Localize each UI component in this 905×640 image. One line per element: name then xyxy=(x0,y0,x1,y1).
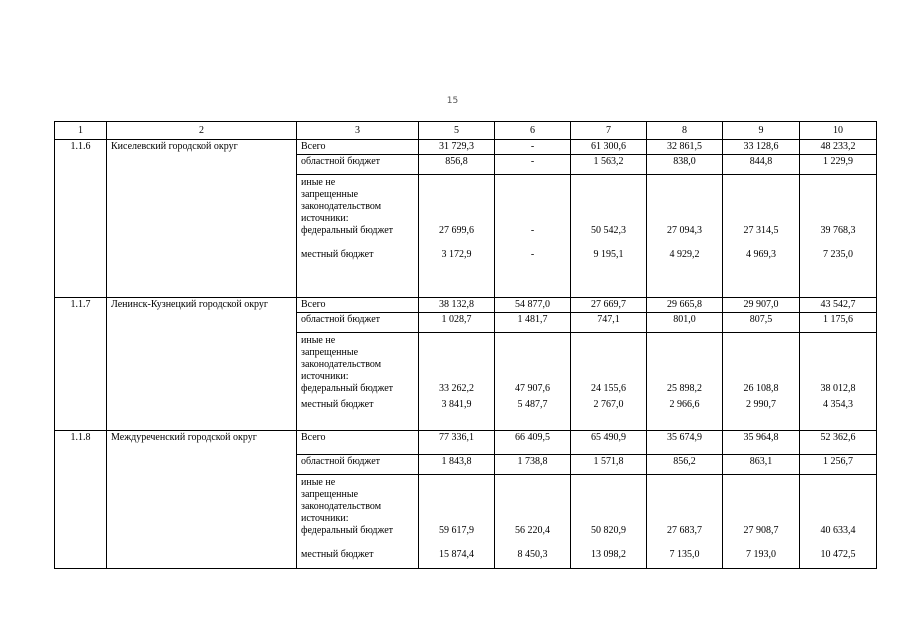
local-value: 2 767,0 xyxy=(593,399,624,410)
value-cell: 1 843,8 xyxy=(419,455,495,475)
federal-value: 50 542,3 xyxy=(591,225,626,236)
spacer xyxy=(499,177,566,225)
spacer xyxy=(804,537,872,549)
spacer xyxy=(575,177,642,225)
spacer xyxy=(804,237,872,249)
spacer xyxy=(575,477,642,525)
spacer xyxy=(301,537,414,549)
spacer xyxy=(301,237,414,249)
value-cell: 863,1 xyxy=(723,455,800,475)
local-budget-label: местный бюджет xyxy=(301,249,374,260)
federal-budget-label: федеральный бюджет xyxy=(301,383,394,394)
column-header: 7 xyxy=(571,122,647,140)
spacer xyxy=(575,537,642,549)
value-cell: 35 964,8 xyxy=(723,431,800,455)
federal-budget-label: федеральный бюджет xyxy=(301,525,394,536)
other-sources-line: законодательством xyxy=(301,359,382,370)
sources-value-cell xyxy=(419,175,495,298)
value-cell: 747,1 xyxy=(571,313,647,333)
column-header: 6 xyxy=(495,122,571,140)
local-value: 13 098,2 xyxy=(591,549,626,560)
local-value: 4 354,3 xyxy=(823,399,853,410)
value-cell: 1 175,6 xyxy=(800,313,877,333)
sources-label-cell xyxy=(297,475,419,569)
column-header: 1 xyxy=(55,122,107,140)
value-cell: 1 028,7 xyxy=(419,313,495,333)
value-cell: 801,0 xyxy=(647,313,723,333)
local-value: 15 874,4 xyxy=(439,549,474,560)
value-cell: 807,5 xyxy=(723,313,800,333)
table-row xyxy=(55,140,877,155)
row-label: областной бюджет xyxy=(297,455,419,475)
local-value: 3 172,9 xyxy=(441,249,472,260)
value-cell: - xyxy=(495,155,571,175)
local-value: 7 235,0 xyxy=(823,249,853,260)
sources-value-cell xyxy=(800,175,877,298)
other-sources-line: запрещенные xyxy=(301,189,359,200)
local-value: 4 929,2 xyxy=(669,249,700,260)
local-value: 2 966,6 xyxy=(669,399,700,410)
spacer xyxy=(804,177,872,225)
local-value: 8 450,3 xyxy=(517,549,548,560)
other-sources-line: источники: xyxy=(301,513,349,524)
sources-value-cell xyxy=(723,175,800,298)
item-code: 1.1.7 xyxy=(55,298,107,431)
sources-value-cell xyxy=(495,475,571,569)
spacer xyxy=(804,477,872,525)
value-cell: 43 542,7 xyxy=(800,298,877,313)
spacer xyxy=(423,537,490,549)
sources-value-cell xyxy=(419,333,495,431)
federal-value: 26 108,8 xyxy=(743,383,779,394)
other-sources-line: иные не xyxy=(301,335,336,346)
local-value: 7 135,0 xyxy=(669,549,700,560)
sources-value-cell xyxy=(800,333,877,431)
spacer xyxy=(651,477,718,525)
item-name: Междуреченский городской округ xyxy=(107,431,297,569)
row-label: Всего xyxy=(297,140,419,155)
local-budget-label: местный бюджет xyxy=(301,399,374,410)
value-cell: 29 665,8 xyxy=(647,298,723,313)
other-sources-line: иные не xyxy=(301,177,336,188)
column-header: 9 xyxy=(723,122,800,140)
value-cell: 1 481,7 xyxy=(495,313,571,333)
value-cell: 65 490,9 xyxy=(571,431,647,455)
local-value: 3 841,9 xyxy=(441,399,472,410)
budget-table xyxy=(54,121,877,569)
sources-value-cell xyxy=(800,475,877,569)
federal-value: 24 155,6 xyxy=(591,383,626,394)
sources-label-cell xyxy=(297,333,419,431)
spacer xyxy=(727,237,795,249)
sources-value-cell xyxy=(647,333,723,431)
column-header: 5 xyxy=(419,122,495,140)
column-header: 8 xyxy=(647,122,723,140)
row-label: Всего xyxy=(297,431,419,455)
row-label: Всего xyxy=(297,298,419,313)
sources-value-cell xyxy=(419,475,495,569)
other-sources-line: законодательством xyxy=(301,501,382,512)
sources-value-cell xyxy=(571,475,647,569)
column-header: 2 xyxy=(107,122,297,140)
table-row xyxy=(55,298,877,313)
federal-value: 40 633,4 xyxy=(820,525,856,536)
federal-value: 59 617,9 xyxy=(439,525,474,536)
spacer xyxy=(651,177,718,225)
local-value: 7 193,0 xyxy=(746,549,776,560)
value-cell: 1 229,9 xyxy=(800,155,877,175)
value-cell: 1 571,8 xyxy=(571,455,647,475)
federal-value: 27 683,7 xyxy=(667,525,702,536)
other-sources-line: источники: xyxy=(301,371,349,382)
value-cell: 77 336,1 xyxy=(419,431,495,455)
value-cell: 1 738,8 xyxy=(495,455,571,475)
federal-value: 27 094,3 xyxy=(667,225,702,236)
sources-value-cell xyxy=(647,175,723,298)
sources-value-cell xyxy=(571,175,647,298)
federal-value: 25 898,2 xyxy=(667,383,702,394)
federal-value: - xyxy=(530,225,535,236)
local-value: 4 969,3 xyxy=(746,249,776,260)
value-cell: 61 300,6 xyxy=(571,140,647,155)
value-cell: 32 861,5 xyxy=(647,140,723,155)
row-label: областной бюджет xyxy=(297,155,419,175)
value-cell: 1 256,7 xyxy=(800,455,877,475)
other-sources-line: запрещенные xyxy=(301,489,359,500)
spacer xyxy=(575,237,642,249)
other-sources-line: запрещенные xyxy=(301,347,359,358)
value-cell: 52 362,6 xyxy=(800,431,877,455)
spacer xyxy=(423,237,490,249)
sources-value-cell xyxy=(495,175,571,298)
spacer xyxy=(423,335,490,383)
sources-value-cell xyxy=(495,333,571,431)
value-cell: 33 128,6 xyxy=(723,140,800,155)
value-cell: 838,0 xyxy=(647,155,723,175)
value-cell: 844,8 xyxy=(723,155,800,175)
value-cell: 38 132,8 xyxy=(419,298,495,313)
value-cell: 29 907,0 xyxy=(723,298,800,313)
spacer xyxy=(727,177,795,225)
spacer xyxy=(499,237,566,249)
spacer xyxy=(575,335,642,383)
value-cell: 856,8 xyxy=(419,155,495,175)
federal-value: 56 220,4 xyxy=(515,525,550,536)
federal-value: 27 314,5 xyxy=(743,225,779,236)
local-value: 5 487,7 xyxy=(517,399,548,410)
federal-value: 33 262,2 xyxy=(439,383,474,394)
federal-value: 27 908,7 xyxy=(743,525,779,536)
spacer xyxy=(727,537,795,549)
column-header: 10 xyxy=(800,122,877,140)
row-label: областной бюджет xyxy=(297,313,419,333)
value-cell: 856,2 xyxy=(647,455,723,475)
other-sources-line: законодательством xyxy=(301,201,382,212)
spacer xyxy=(651,537,718,549)
value-cell: 54 877,0 xyxy=(495,298,571,313)
federal-value: 38 012,8 xyxy=(820,383,856,394)
column-header: 3 xyxy=(297,122,419,140)
federal-value: 39 768,3 xyxy=(820,225,856,236)
item-code: 1.1.6 xyxy=(55,140,107,298)
spacer xyxy=(651,335,718,383)
spacer xyxy=(727,477,795,525)
page-number: 15 xyxy=(446,96,459,106)
federal-value: 50 820,9 xyxy=(591,525,626,536)
federal-budget-label: федеральный бюджет xyxy=(301,225,394,236)
spacer xyxy=(499,335,566,383)
value-cell: 35 674,9 xyxy=(647,431,723,455)
value-cell: 1 563,2 xyxy=(571,155,647,175)
federal-value: 47 907,6 xyxy=(515,383,550,394)
sources-value-cell xyxy=(723,475,800,569)
spacer xyxy=(499,477,566,525)
other-sources-line: источники: xyxy=(301,213,349,224)
table-row xyxy=(55,431,877,455)
local-value: - xyxy=(530,249,535,260)
local-value: 2 990,7 xyxy=(746,399,776,410)
item-code: 1.1.8 xyxy=(55,431,107,569)
other-sources-line: иные не xyxy=(301,477,336,488)
spacer xyxy=(423,177,490,225)
local-value: 10 472,5 xyxy=(820,549,856,560)
value-cell: 31 729,3 xyxy=(419,140,495,155)
local-budget-label: местный бюджет xyxy=(301,549,374,560)
sources-label-cell xyxy=(297,175,419,298)
item-name: Киселевский городской округ xyxy=(107,140,297,298)
sources-value-cell xyxy=(723,333,800,431)
value-cell: 27 669,7 xyxy=(571,298,647,313)
sources-value-cell xyxy=(571,333,647,431)
sources-value-cell xyxy=(647,475,723,569)
value-cell: 66 409,5 xyxy=(495,431,571,455)
local-value: 9 195,1 xyxy=(593,249,624,260)
spacer xyxy=(499,537,566,549)
value-cell: 48 233,2 xyxy=(800,140,877,155)
value-cell: - xyxy=(495,140,571,155)
spacer xyxy=(423,477,490,525)
header-row xyxy=(55,122,877,140)
federal-value: 27 699,6 xyxy=(439,225,474,236)
spacer xyxy=(804,335,872,383)
spacer xyxy=(651,237,718,249)
spacer xyxy=(727,335,795,383)
item-name: Ленинск-Кузнецкий городской округ xyxy=(107,298,297,431)
